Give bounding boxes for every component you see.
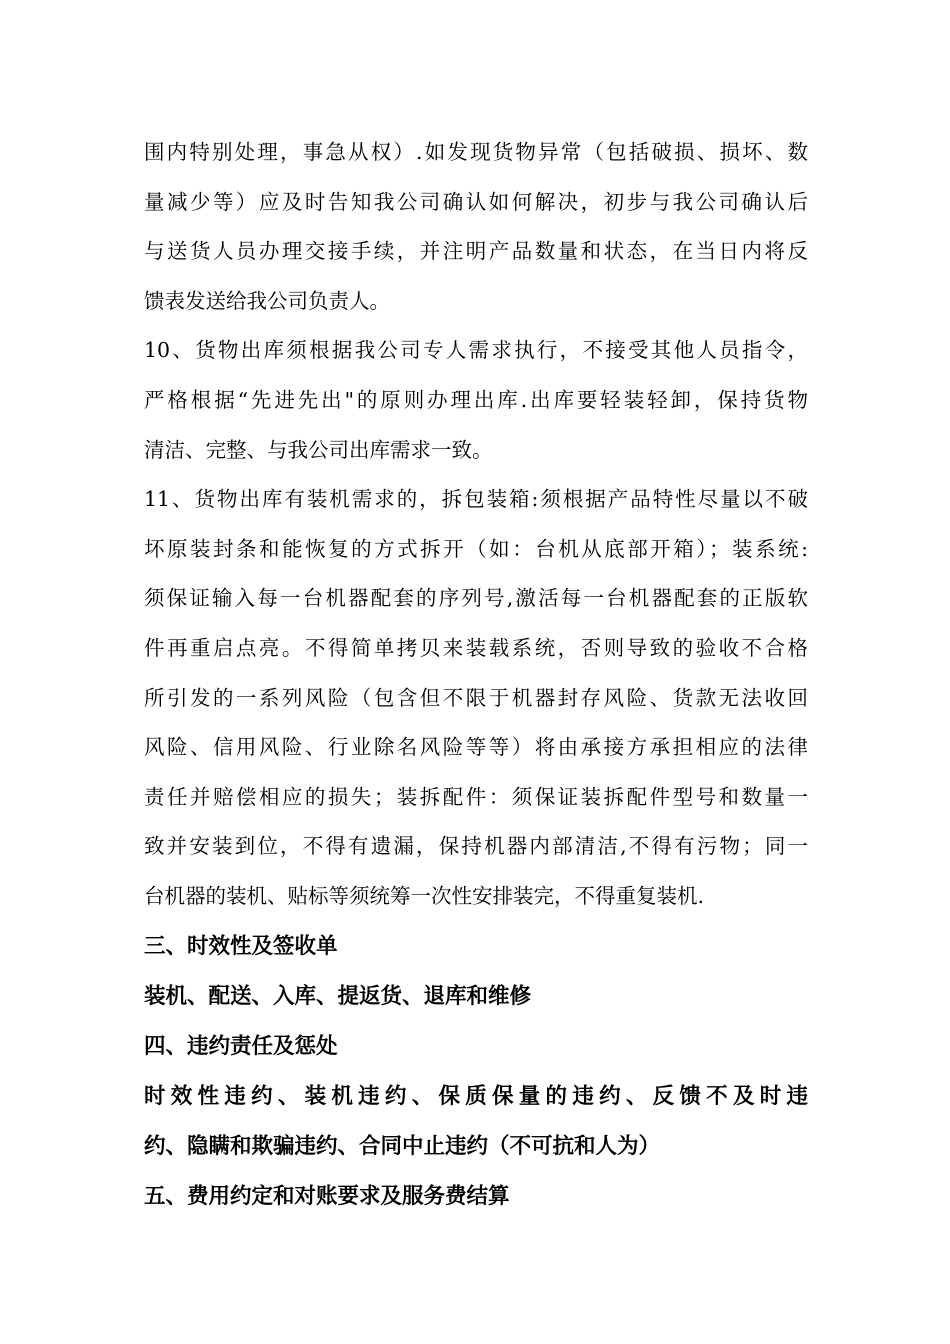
paragraph-line: 所引发的一系列风险（包含但不限于机器封存风险、货款无法收回 <box>144 685 808 710</box>
paragraph-line: 馈表发送给我公司负责人。 <box>144 288 390 313</box>
section-heading-3: 三、时效性及签收单 <box>144 933 338 959</box>
section-item-list: 约、隐瞒和欺骗违约、合同中止违约（不可抗和人为） <box>144 1133 661 1159</box>
paragraph-line: 致并安装到位，不得有遗漏，保持机器内部清洁,不得有污物；同一 <box>144 834 808 859</box>
paragraph-line: 严格根据“先进先出"的原则办理出库.出库要轻装轻卸，保持货物 <box>144 387 808 412</box>
paragraph-line: 风险、信用风险、行业除名风险等等）将由承接方承担相应的法律 <box>144 735 808 760</box>
section-heading-5: 五、费用约定和对账要求及服务费结算 <box>144 1183 510 1209</box>
section-item-list: 装机、配送、入库、提返货、退库和维修 <box>144 983 532 1009</box>
paragraph-line: 责任并赔偿相应的损失；装拆配件：须保证装拆配件型号和数量一 <box>144 784 808 809</box>
paragraph-line: 10、货物出库须根据我公司专人需求执行，不接受其他人员指令， <box>144 338 808 363</box>
paragraph-line: 须保证输入每一台机器配套的序列号,激活每一台机器配套的正版软 <box>144 586 808 611</box>
paragraph-line: 件再重启点亮。不得简单拷贝来装载系统，否则导致的验收不合格 <box>144 635 808 660</box>
paragraph-line: 坏原装封条和能恢复的方式拆开（如：台机从底部开箱）；装系统: <box>144 536 808 561</box>
paragraph-line: 与送货人员办理交接手续，并注明产品数量和状态，在当日内将反 <box>144 239 808 264</box>
document-page <box>144 128 808 1222</box>
paragraph-line: 量减少等）应及时告知我公司确认如何解决，初步与我公司确认后 <box>144 189 808 214</box>
paragraph-line: 台机器的装机、贴标等须统筹一次性安排装完，不得重复装机. <box>144 883 705 908</box>
section-item-list: 时效性违约、装机违约、保质保量的违约、反馈不及时违 <box>144 1083 808 1109</box>
paragraph-line: 围内特别处理，事急从权）.如发现货物异常（包括破损、损坏、数 <box>144 140 808 164</box>
paragraph-line: 11、货物出库有装机需求的，拆包装箱:须根据产品特性尽量以不破 <box>144 487 808 512</box>
section-heading-4: 四、违约责任及惩处 <box>144 1033 338 1059</box>
paragraph-line: 清洁、完整、与我公司出库需求一致。 <box>144 437 493 462</box>
